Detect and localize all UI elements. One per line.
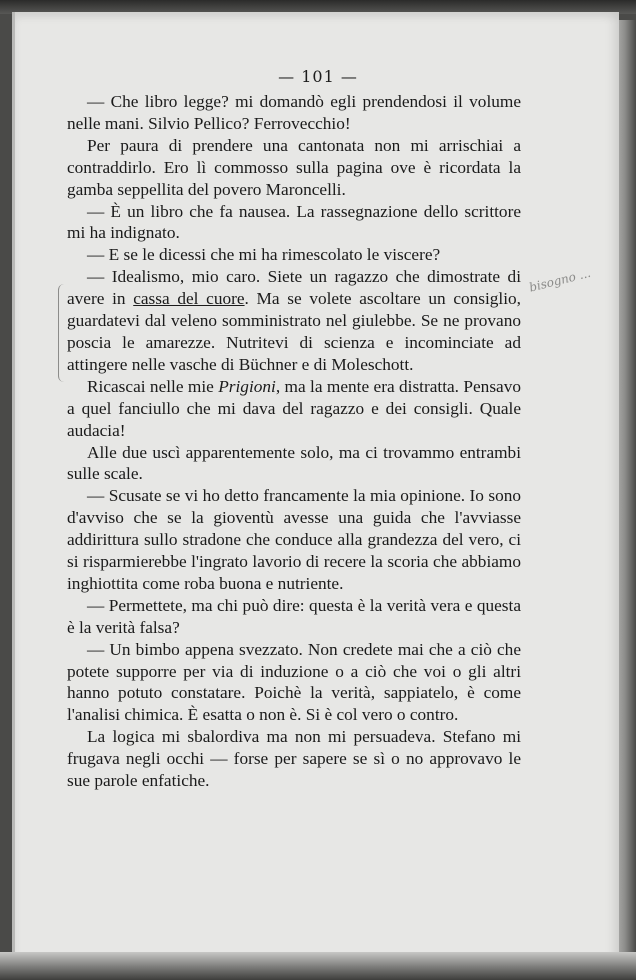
page-number: — 101 — (278, 67, 358, 86)
paragraph: — E se le dicessi che mi ha rimescolato le viscere? (87, 245, 441, 265)
paragraph: — Un bimbo appena svezzato. Non credete mai che a ciò che potete supporre per via di induzione o a ciò che voi o gli altri hanno potuto constatare. Poichè la verità, sappiatelo, è come l'analisi chimica. È esatta o non è. Si è col vero o contro. (67, 639, 521, 725)
paragraph-text: Ricascai nelle mie (87, 376, 219, 396)
pencil-bracket-mark (58, 284, 65, 382)
paragraph: La logica mi sbalordiva ma non mi persuadeva. Stefano mi frugava negli occhi — forse per sapere se sì o no approvavo le sue parole enfatiche. (67, 727, 521, 791)
paragraph-text: . Ma se volete ascoltare un consiglio, guardatevi dal veleno somministrato nel giulebbe. Se ne provano poscia le amarezze. Nutritevi di scienza e incominciate ad attingere nelle vasche di Büchner e di Moleschott. (67, 289, 521, 374)
paragraph (67, 266, 521, 376)
paragraph: — È un libro che fa nausea. La rassegnazione dello scrittore mi ha indignato. (67, 201, 521, 243)
paragraph: — Che libro legge? mi domandò egli prendendosi il volume nelle mani. Silvio Pellico? Ferrovecchio! (67, 92, 521, 133)
paragraph: Alle due uscì apparentemente solo, ma ci trovammo entrambi sulle scale. (67, 442, 521, 484)
italic-title: Prigioni (218, 376, 276, 396)
handwritten-margin-note: bisogno ... (527, 265, 593, 295)
paragraph-text: , ma la mente era distratta. Pensavo a quel fanciullo che mi dava del ragazzo e dei consigli. Quale audacia! (67, 376, 521, 440)
paragraph-text: — Idealismo, mio caro. Siete un ragazzo che dimostrate di avere in (67, 267, 521, 309)
book-bottom-edge (0, 952, 636, 980)
paragraph: — Permettete, ma chi può dire: questa è la verità vera e questa è la verità falsa? (67, 595, 521, 637)
page-body-text (67, 91, 521, 792)
paragraph (67, 376, 521, 442)
underlined-phrase: cassa del cuore (133, 289, 245, 309)
paragraph: Per paura di prendere una cantonata non mi arrischiai a contraddirlo. Ero lì commosso sulla pagina ove è ricordata la gamba seppellita del povero Maroncelli. (67, 135, 521, 199)
paragraph: — Scusate se vi ho detto francamente la mia opinione. Io sono d'avviso che se la gioventù avesse una guida che l'avviasse addirittura sullo stradone che conduce alla grandezza del vero, ci si risparmierebbe l'ingrato lavorio di recere la scoria che abbiamo inghiottita come roba buona e nutriente. (67, 486, 521, 593)
